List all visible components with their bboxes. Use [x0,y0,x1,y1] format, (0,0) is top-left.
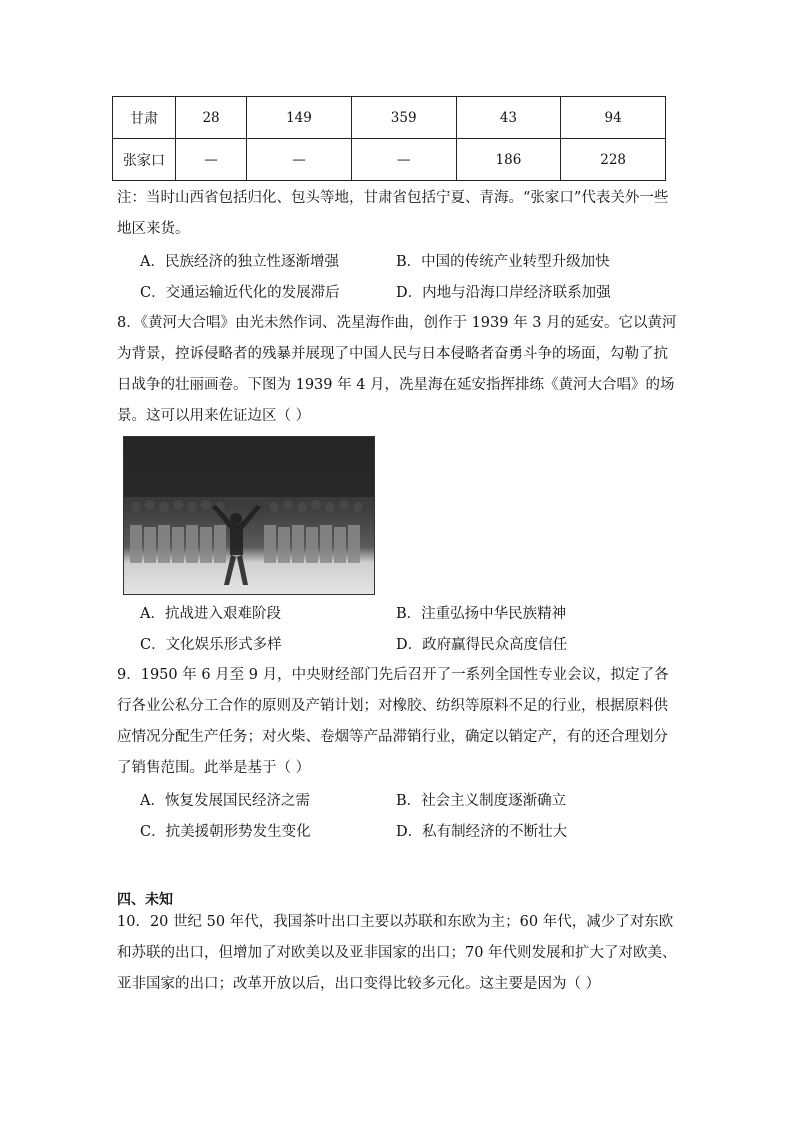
q8-option-b[interactable]: B．注重弘扬中华民族精神 [396,606,567,622]
table-cell: — [351,139,456,181]
table-cell: 149 [247,97,352,139]
q7-option-c[interactable]: C．交通运输近代化的发展滞后 [140,285,340,301]
choir-image [124,437,374,594]
q9-option-b[interactable]: B．社会主义制度逐渐确立 [396,793,567,809]
q7-option-d[interactable]: D．内地与沿海口岸经济联系加强 [396,285,611,301]
q9-stem: 9．1950 年 6 月至 9 月，中央财经部门先后召开了一系列全国性专业会议，拟定了各行各业公私分工合作的原则及产销计划；对橡胶、纺织等原料不足的行业，根据原料供应情况分配生产任务；对火柴、卷烟等产品滞销行业，确定以销定产，有的还合理划分了销售范围。此举是基于（ ） [117,667,669,776]
table-cell: 43 [456,97,561,139]
table-row-label: 甘肃 [113,97,176,139]
q9-option-d[interactable]: D．私有制经济的不断壮大 [396,824,568,840]
table-note: 注：当时山西省包括归化、包头等地，甘肃省包括宁夏、青海。“张家口”代表关外一些地区来货。 [117,190,669,237]
table-row [113,139,666,181]
table-cell: — [176,139,247,181]
table-cell: 94 [561,97,666,139]
table-row [113,97,666,139]
rehearsal-photo [123,436,375,595]
trade-table [112,96,666,181]
q7-option-b[interactable]: B．中国的传统产业转型升级加快 [396,254,610,270]
table-cell: 28 [176,97,247,139]
q9-option-a[interactable]: A．恢复发展国民经济之需 [140,793,310,809]
q8-option-a[interactable]: A．抗战进入艰难阶段 [140,606,281,622]
q9-option-c[interactable]: C．抗美援朝形势发生变化 [140,824,311,840]
q10-stem: 10．20 世纪 50 年代，我国茶叶出口主要以苏联和东欧为主；60 年代，减少了对东欧和苏联的出口，但增加了对欧美以及亚非国家的出口；70 年代则发展和扩大了对欧美、亚非国家的出口；改革开放以后，出口变得比较多元化。这主要是因为（ ） [117,914,677,992]
table-cell: 186 [456,139,561,181]
table-cell: 228 [561,139,666,181]
table-row-label: 张家口 [113,139,176,181]
q8-option-d[interactable]: D．政府赢得民众高度信任 [396,637,568,653]
q8-stem: 8．《黄河大合唱》由光未然作词、冼星海作曲，创作于 1939 年 3 月的延安。它以黄河为背景，控诉侵略者的残暴并展现了中国人民与日本侵略者奋勇斗争的场面，勾勒了抗日战争的壮丽画卷。下图为 1939 年 4 月，冼星海在延安指挥排练《黄河大合唱》的场景。这可以用来佐证边区（ ） [117,315,677,424]
table-cell: — [247,139,352,181]
table-cell: 359 [351,97,456,139]
q8-option-c[interactable]: C．文化娱乐形式多样 [140,637,282,653]
section-heading: 四、未知 [117,892,173,908]
q7-option-a[interactable]: A．民族经济的独立性逐渐增强 [140,254,339,270]
